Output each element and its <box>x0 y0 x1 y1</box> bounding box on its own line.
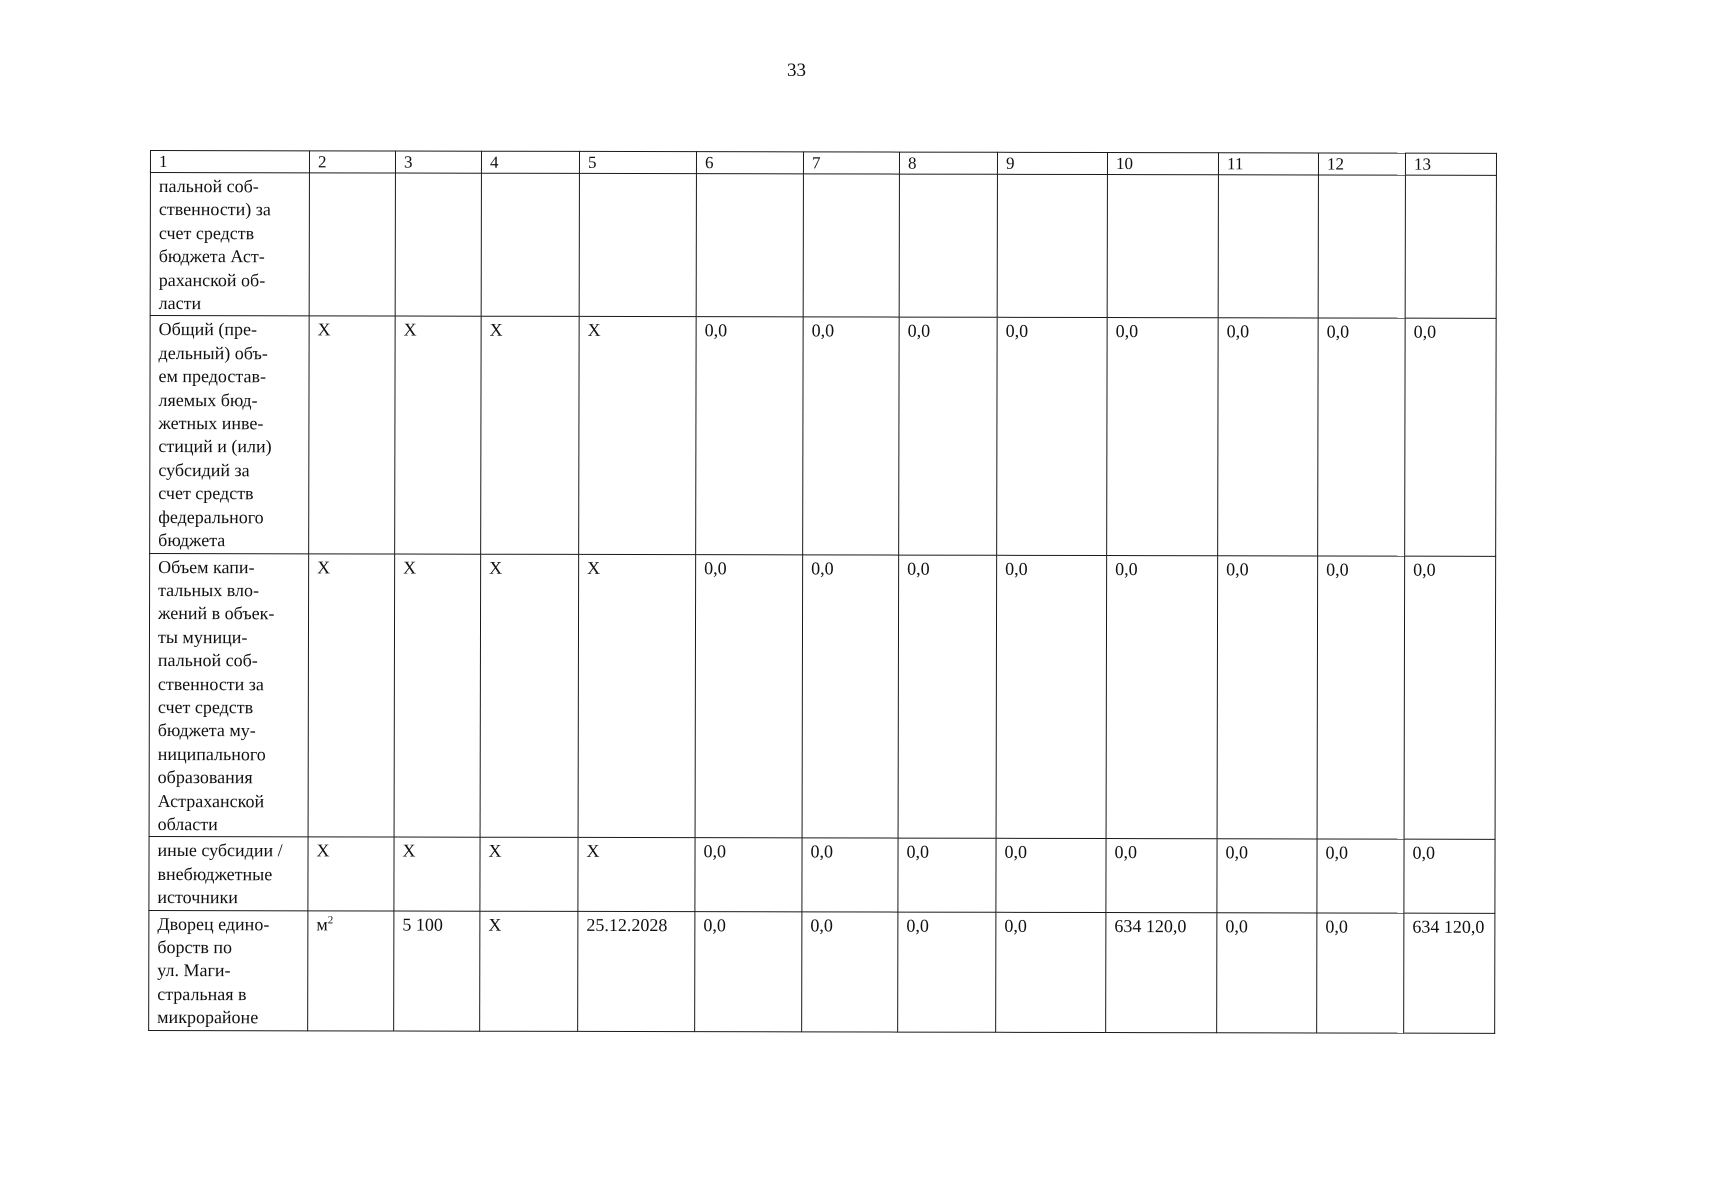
table-cell: X <box>394 554 481 838</box>
column-header: 4 <box>481 151 579 173</box>
table-cell <box>309 173 395 317</box>
budget-table <box>148 150 1497 1033</box>
table-cell: 0,0 <box>898 838 996 911</box>
table-cell: 0,0 <box>1317 839 1404 912</box>
table-cell: 0,0 <box>1317 555 1405 839</box>
unit-cell <box>308 910 394 1030</box>
table-cell <box>579 173 696 317</box>
table-cell: 0,0 <box>802 911 898 1031</box>
column-header: 12 <box>1318 153 1405 175</box>
table-cell: 0,0 <box>802 554 899 838</box>
table-cell: 25.12.2028 <box>578 911 695 1031</box>
table-cell <box>395 173 481 317</box>
column-header: 7 <box>803 152 899 174</box>
table-row <box>149 837 1495 913</box>
table-cell: 0,0 <box>898 555 997 839</box>
table-cell <box>899 174 997 318</box>
table-cell: 0,0 <box>695 838 802 911</box>
table-cell: X <box>578 554 696 838</box>
row-description: Дворец едино- борств по ул. Маги- стральная в микрорайоне <box>149 910 308 1030</box>
table-cell <box>1318 175 1405 319</box>
table-cell: 0,0 <box>1106 839 1217 912</box>
column-header: 1 <box>150 151 309 173</box>
table-cell: X <box>395 316 481 553</box>
table-cell: X <box>480 554 579 838</box>
column-header: 2 <box>309 151 395 173</box>
table-row <box>150 316 1496 556</box>
table-cell: 0,0 <box>1404 556 1496 840</box>
row-description: Объем капи- тальных вло- жений в объек- ты муници- пальной соб- ственности за счет средств бюджета му- ниципального образования Астраханской области <box>149 553 309 837</box>
table-cell <box>481 173 579 317</box>
table-row <box>149 553 1496 840</box>
table-cell: 0,0 <box>1218 318 1318 555</box>
table-cell: 0,0 <box>996 839 1106 912</box>
table-cell: 0,0 <box>1404 840 1495 913</box>
table-cell: X <box>480 838 578 911</box>
table-cell: 0,0 <box>696 317 803 554</box>
table-cell: X <box>309 316 395 553</box>
table-cell: X <box>394 837 480 910</box>
table-cell: 0,0 <box>1318 318 1405 555</box>
table-cell: 0,0 <box>1317 913 1404 1033</box>
page-number: 33 <box>787 60 806 81</box>
table-cell: 0,0 <box>1217 839 1317 912</box>
table-cell: 0,0 <box>802 838 898 911</box>
row-description: иные субсидии / внебюджетные источники <box>149 837 308 911</box>
table-cell: 0,0 <box>1217 555 1318 839</box>
table-cell: 0,0 <box>1405 319 1496 556</box>
table-cell <box>1405 175 1496 319</box>
table-cell: X <box>579 317 696 554</box>
unit-base: м <box>316 913 328 934</box>
table-cell: X <box>578 838 695 911</box>
table-cell: 0,0 <box>996 912 1106 1032</box>
column-header: 9 <box>997 152 1107 174</box>
table-cell: 0,0 <box>996 555 1107 839</box>
table-cell: 0,0 <box>1107 318 1218 555</box>
column-header: 8 <box>899 152 997 174</box>
table-cell: 0,0 <box>1217 912 1317 1032</box>
table-cell: X <box>308 837 394 910</box>
column-number-row <box>150 151 1496 176</box>
table-cell: 0,0 <box>997 318 1107 555</box>
table-row <box>149 910 1495 1033</box>
row-description: Общий (пре- дельный) объ- ем предостав- ляемых бюд- жетных инве- стиций и (или) субсидий за счет средств федерального бюджета <box>150 316 309 553</box>
column-header: 6 <box>696 152 803 174</box>
table-cell: 634 120,0 <box>1404 913 1495 1033</box>
row-description: пальной соб- ственности) за счет средств бюджета Аст- раханской об- ласти <box>150 173 309 317</box>
table-row <box>150 173 1496 319</box>
column-header: 3 <box>395 151 481 173</box>
table-cell: 5 100 <box>394 911 480 1031</box>
table-cell: X <box>481 317 579 554</box>
table-cell: 0,0 <box>899 318 997 555</box>
table-cell: 0,0 <box>898 912 996 1032</box>
table-cell <box>1218 175 1318 319</box>
table-cell: X <box>480 911 578 1031</box>
unit-superscript: 2 <box>327 913 334 926</box>
table-cell: 0,0 <box>695 554 803 838</box>
table-cell: 0,0 <box>803 317 899 554</box>
column-header: 13 <box>1405 153 1496 175</box>
column-header: 11 <box>1218 153 1318 175</box>
table-cell: 0,0 <box>1106 555 1218 839</box>
table-cell <box>696 174 803 318</box>
table-cell: 634 120,0 <box>1106 912 1217 1032</box>
column-header: 5 <box>579 151 696 173</box>
table-cell <box>803 174 899 318</box>
column-header: 10 <box>1107 153 1218 175</box>
table-cell: 0,0 <box>695 911 802 1031</box>
table-cell: X <box>308 553 395 837</box>
table-cell <box>1107 175 1218 319</box>
table-cell <box>997 174 1107 318</box>
